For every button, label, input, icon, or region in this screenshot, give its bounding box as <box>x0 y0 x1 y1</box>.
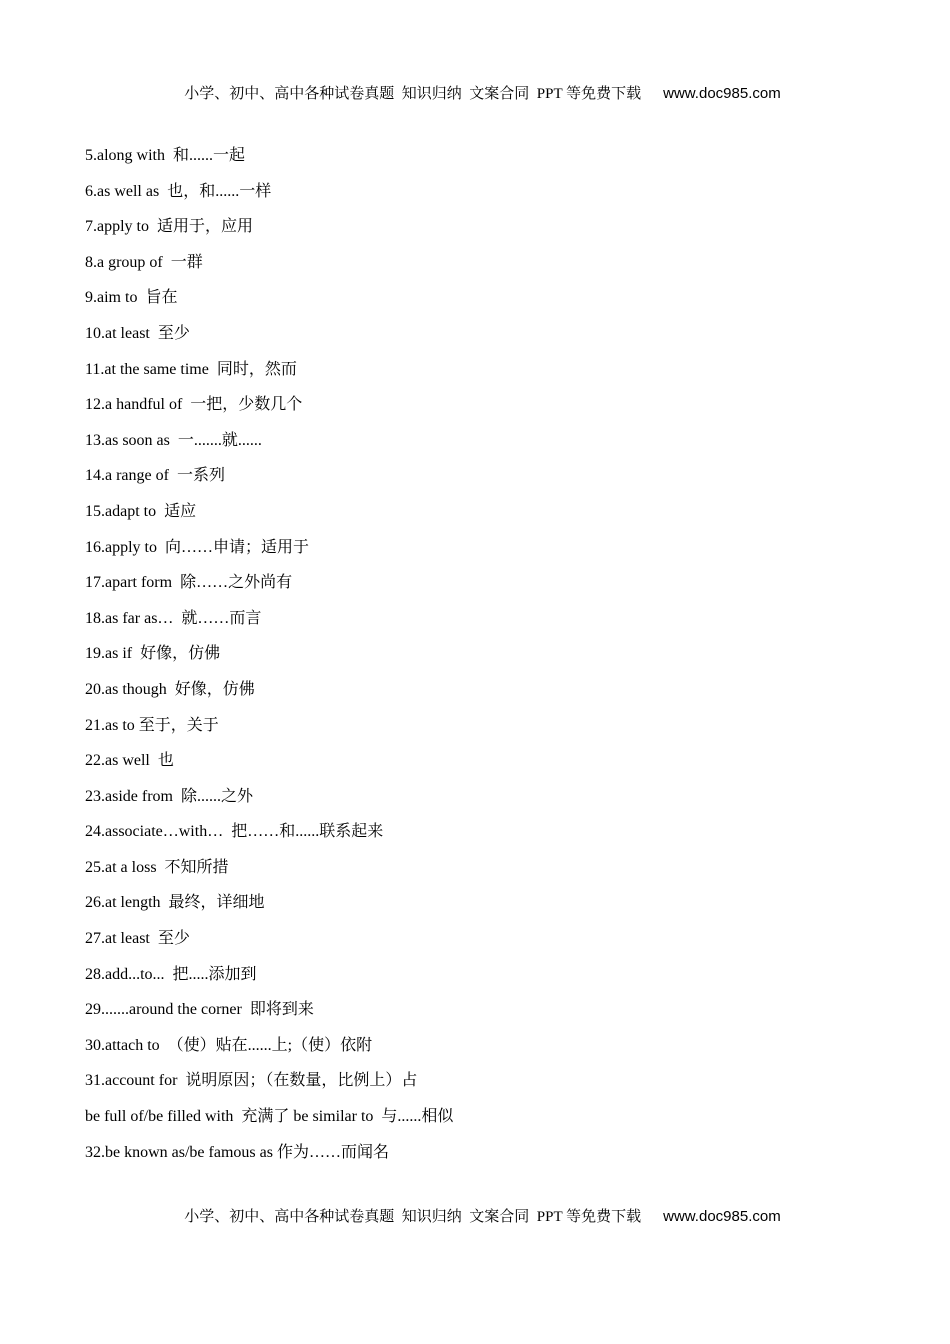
phrase-line: 31.account for 说明原因；（在数量，比例上）占 <box>85 1072 418 1090</box>
phrase-line: 29.......around the corner 即将到来 <box>85 1001 314 1019</box>
phrase-line: 9.aim to 旨在 <box>85 289 178 307</box>
phrase-line: 19.as if 好像，仿佛 <box>85 645 221 663</box>
footer-watermark-text: 小学、初中、高中各种试卷真题 知识归纳 文案合同 PPT 等免费下载 <box>184 1209 642 1225</box>
phrase-line: 5.along with 和......一起 <box>85 147 245 164</box>
phrase-line: 10.at least 至少 <box>85 324 190 342</box>
phrase-line: 12.a handful of 一把，少数几个 <box>85 396 303 414</box>
phrase-line: 28.add...to... 把.....添加到 <box>85 965 257 983</box>
page-header-watermark <box>0 70 950 118</box>
phrase-list <box>85 138 910 1170</box>
header-watermark-text: 小学、初中、高中各种试卷真题 知识归纳 文案合同 PPT 等免费下载 <box>184 86 642 102</box>
footer-watermark-url: www.doc985.com <box>663 1208 781 1225</box>
phrase-line: 26.at length 最终，详细地 <box>85 894 265 912</box>
phrase-line: 20.as though 好像，仿佛 <box>85 680 255 698</box>
phrase-line: be full of/be filled with 充满了 be similar to 与......相似 <box>85 1108 454 1126</box>
phrase-line: 15.adapt to 适应 <box>85 502 197 520</box>
phrase-line: 32.be known as/be famous as 作为……而闻名 <box>85 1143 389 1161</box>
phrase-line: 6.as well as 也，和......一样 <box>85 182 272 200</box>
phrase-line: 8.a group of 一群 <box>85 253 203 271</box>
page-footer-watermark <box>0 1193 950 1241</box>
header-watermark-url: www.doc985.com <box>663 85 781 102</box>
phrase-line: 16.apply to 向……申请；适用于 <box>85 538 309 556</box>
phrase-line: 7.apply to 适用于，应用 <box>85 218 253 236</box>
phrase-line: 11.at the same time 同时，然而 <box>85 360 297 378</box>
phrase-line: 24.associate…with… 把……和......联系起来 <box>85 823 384 841</box>
phrase-line: 13.as soon as 一.......就...... <box>85 431 262 449</box>
phrase-line: 25.at a loss 不知所措 <box>85 858 229 876</box>
phrase-line: 14.a range of 一系列 <box>85 467 225 485</box>
phrase-line: 17.apart form 除……之外尚有 <box>85 574 293 592</box>
phrase-line: 30.attach to （使）贴在......上;（使）依附 <box>85 1036 373 1054</box>
phrase-line: 21.as to 至于，关于 <box>85 716 219 734</box>
phrase-line: 22.as well 也 <box>85 752 174 770</box>
phrase-line: 27.at least 至少 <box>85 930 190 948</box>
phrase-line: 23.aside from 除......之外 <box>85 787 253 805</box>
phrase-line: 18.as far as… 就……而言 <box>85 609 262 627</box>
